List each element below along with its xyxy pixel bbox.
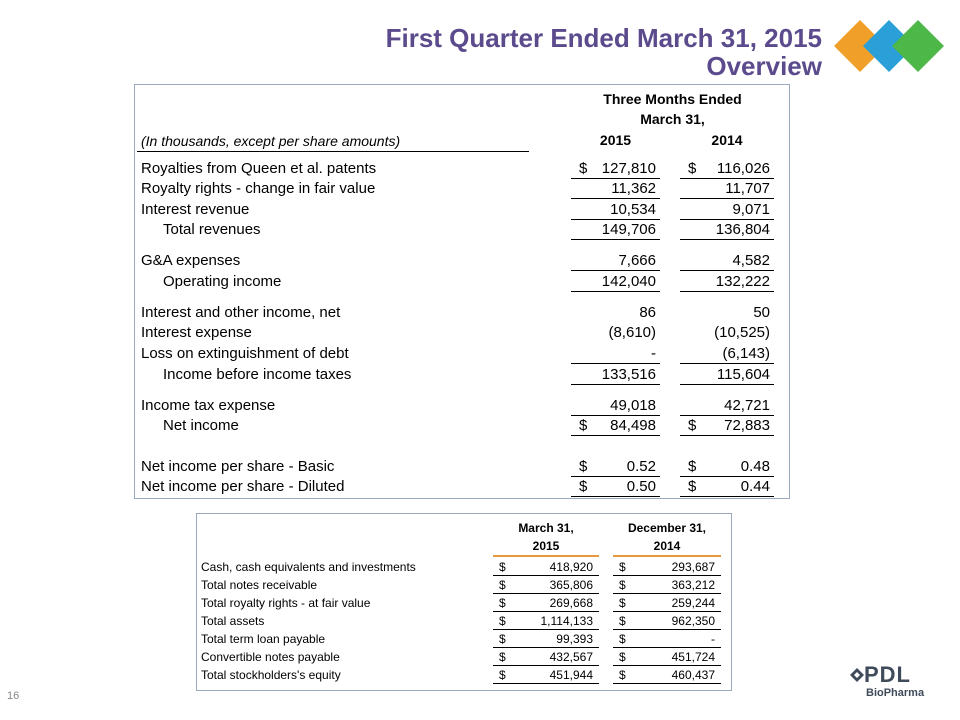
cell-value: 1,114,133 <box>540 614 593 628</box>
currency-symbol: $ <box>619 596 626 610</box>
title-line-1: First Quarter Ended March 31, 2015 <box>385 23 822 53</box>
cell-value: 149,706 <box>601 221 656 238</box>
table-row <box>135 477 791 497</box>
header-march-31: March 31, <box>640 111 705 127</box>
cell-value: 460,437 <box>671 668 715 682</box>
table-row <box>135 396 791 416</box>
column-header-march-line1: March 31, <box>518 521 574 535</box>
cell-value: 115,604 <box>716 366 770 383</box>
value-december-2014 <box>613 594 721 612</box>
value-2014 <box>680 251 774 271</box>
cell-value: 7,666 <box>618 252 656 269</box>
cell-value: 365,806 <box>549 578 593 592</box>
page-number: 16 <box>7 690 20 702</box>
cell-value: (6,143) <box>722 345 770 362</box>
diamond-logo-icon <box>832 18 952 76</box>
row-label: Total term loan payable <box>201 632 326 646</box>
row-label: Royalties from Queen et al. patents <box>141 160 377 177</box>
currency-symbol: $ <box>499 578 506 592</box>
value-december-2014 <box>613 612 721 630</box>
value-2014 <box>680 365 774 385</box>
cell-value: (10,525) <box>714 324 770 341</box>
column-header-march <box>493 519 599 555</box>
value-march-2015 <box>493 648 599 666</box>
currency-symbol: $ <box>619 632 626 646</box>
value-2015 <box>571 457 660 477</box>
cell-value: 451,724 <box>671 650 715 664</box>
value-december-2014 <box>613 576 721 594</box>
value-2015 <box>571 179 660 199</box>
cell-value: 451,944 <box>549 668 593 682</box>
cell-value: 11,707 <box>725 180 770 197</box>
row-label: Income before income taxes <box>163 366 352 383</box>
cell-value: (8,610) <box>608 324 656 341</box>
row-label: Interest revenue <box>141 201 250 218</box>
cell-value: 0.48 <box>740 458 770 475</box>
cell-value: 136,804 <box>715 221 770 238</box>
table-row <box>135 323 791 343</box>
row-label: Net income per share - Basic <box>141 458 335 475</box>
value-december-2014 <box>613 648 721 666</box>
cell-value: 72,883 <box>724 417 770 434</box>
value-2014 <box>680 396 774 416</box>
cell-value: 0.44 <box>740 478 770 495</box>
table-row <box>197 576 733 594</box>
currency-symbol: $ <box>688 478 697 495</box>
table-row <box>135 416 791 436</box>
value-2014 <box>680 200 774 220</box>
currency-symbol: $ <box>619 650 626 664</box>
value-march-2015 <box>493 666 599 684</box>
cell-value: 293,687 <box>671 560 715 574</box>
table-row <box>135 272 791 292</box>
value-march-2015 <box>493 612 599 630</box>
row-label: Interest expense <box>141 324 252 341</box>
header-underline <box>493 555 599 557</box>
value-march-2015 <box>493 576 599 594</box>
value-2015 <box>571 272 660 292</box>
value-2014 <box>680 344 774 364</box>
column-header-december <box>613 519 721 555</box>
pdl-logo <box>850 662 940 702</box>
value-2015 <box>571 251 660 271</box>
cell-value: 962,350 <box>671 614 715 628</box>
cell-value: 363,212 <box>671 578 715 592</box>
cell-value: 0.52 <box>626 458 656 475</box>
header-three-months: Three Months Ended <box>603 91 742 107</box>
currency-symbol: $ <box>499 614 506 628</box>
currency-symbol: $ <box>499 596 506 610</box>
table-row <box>135 303 791 323</box>
currency-symbol: $ <box>619 560 626 574</box>
cell-value: 11,362 <box>611 180 656 197</box>
value-2014 <box>680 179 774 199</box>
cell-value: 10,534 <box>610 201 656 218</box>
value-2015 <box>571 344 660 364</box>
table-row <box>197 666 733 684</box>
income-statement-table <box>134 84 790 499</box>
currency-symbol: $ <box>579 478 588 495</box>
cell-value: 4,582 <box>732 252 770 269</box>
pdl-mark-icon <box>850 668 864 682</box>
cell-value: - <box>651 345 656 362</box>
cell-value: 269,668 <box>549 596 593 610</box>
value-2015 <box>571 303 660 323</box>
currency-symbol: $ <box>499 632 506 646</box>
cell-value: 432,567 <box>549 650 593 664</box>
value-2015 <box>571 477 660 497</box>
table-row <box>197 594 733 612</box>
currency-symbol: $ <box>619 668 626 682</box>
currency-symbol: $ <box>579 417 588 434</box>
cell-value: - <box>711 632 715 646</box>
currency-symbol: $ <box>499 650 506 664</box>
value-2014 <box>680 416 774 436</box>
cell-value: 418,920 <box>549 560 593 574</box>
cell-value: 132,222 <box>715 273 770 290</box>
value-march-2015 <box>493 630 599 648</box>
currency-symbol: $ <box>619 578 626 592</box>
value-2015 <box>571 365 660 385</box>
value-2014 <box>680 477 774 497</box>
logo-subtitle: BioPharma <box>866 687 925 699</box>
divider <box>137 151 529 152</box>
cell-value: 42,721 <box>724 397 770 414</box>
cell-value: 259,244 <box>671 596 715 610</box>
logo-name: PDL <box>864 662 911 687</box>
table-row <box>197 630 733 648</box>
currency-symbol: $ <box>688 458 697 475</box>
row-label: Total notes receivable <box>201 578 318 592</box>
row-label: Total assets <box>201 614 265 628</box>
value-2014 <box>680 220 774 240</box>
value-2015 <box>571 200 660 220</box>
cell-value: 133,516 <box>601 366 656 383</box>
column-header-2014: 2014 <box>711 132 743 148</box>
table-row <box>135 220 791 240</box>
row-label: Convertible notes payable <box>201 650 340 664</box>
cell-value: 116,026 <box>716 160 770 177</box>
value-2014 <box>680 303 774 323</box>
cell-value: 84,498 <box>610 417 656 434</box>
value-2015 <box>571 396 660 416</box>
table-row <box>135 159 791 179</box>
units-note: (In thousands, except per share amounts) <box>141 133 401 149</box>
table-row <box>135 365 791 385</box>
title-line-2: Overview <box>706 51 822 81</box>
value-2014 <box>680 272 774 292</box>
currency-symbol: $ <box>579 458 588 475</box>
table-row <box>197 648 733 666</box>
row-label: Operating income <box>163 273 282 290</box>
table-row <box>197 558 733 576</box>
row-label: Total revenues <box>163 221 261 238</box>
row-label: Total stockholders's equity <box>201 668 341 682</box>
value-december-2014 <box>613 666 721 684</box>
slide-title <box>386 24 822 80</box>
value-december-2014 <box>613 558 721 576</box>
row-label: Interest and other income, net <box>141 304 341 321</box>
currency-symbol: $ <box>688 160 697 177</box>
row-label: Royalty rights - change in fair value <box>141 180 376 197</box>
cell-value: 9,071 <box>732 201 770 218</box>
value-2015 <box>571 323 660 343</box>
row-label: Cash, cash equivalents and investments <box>201 560 416 574</box>
table-row <box>135 179 791 199</box>
row-label: Income tax expense <box>141 397 276 414</box>
column-header-december-line1: December 31, <box>627 521 707 535</box>
value-2014 <box>680 159 774 179</box>
column-header-december-line2: 2014 <box>653 539 681 553</box>
column-header-march-line2: 2015 <box>532 539 560 553</box>
header-underline <box>613 555 721 557</box>
cell-value: 50 <box>753 304 770 321</box>
row-label: G&A expenses <box>141 252 241 269</box>
value-december-2014 <box>613 630 721 648</box>
value-march-2015 <box>493 558 599 576</box>
cell-value: 86 <box>639 304 656 321</box>
cell-value: 99,393 <box>556 632 593 646</box>
value-2014 <box>680 323 774 343</box>
table-row <box>135 251 791 271</box>
column-header-2015: 2015 <box>599 132 632 148</box>
currency-symbol: $ <box>688 417 697 434</box>
cell-value: 49,018 <box>610 397 656 414</box>
value-2015 <box>571 159 660 179</box>
row-label: Loss on extinguishment of debt <box>141 345 349 362</box>
cell-value: 0.50 <box>626 478 656 495</box>
balance-sheet-table <box>196 513 732 691</box>
currency-symbol: $ <box>619 614 626 628</box>
value-2015 <box>571 416 660 436</box>
table-row <box>135 344 791 364</box>
row-label: Net income per share - Diluted <box>141 478 345 495</box>
cell-value: 127,810 <box>601 160 656 177</box>
currency-symbol: $ <box>579 160 588 177</box>
row-label: Total royalty rights - at fair value <box>201 596 371 610</box>
currency-symbol: $ <box>499 668 506 682</box>
currency-symbol: $ <box>499 560 506 574</box>
row-label: Net income <box>163 417 239 434</box>
value-march-2015 <box>493 594 599 612</box>
value-2014 <box>680 457 774 477</box>
table-row <box>135 200 791 220</box>
table-row <box>197 612 733 630</box>
value-2015 <box>571 220 660 240</box>
cell-value: 142,040 <box>601 273 656 290</box>
table-row <box>135 457 791 477</box>
